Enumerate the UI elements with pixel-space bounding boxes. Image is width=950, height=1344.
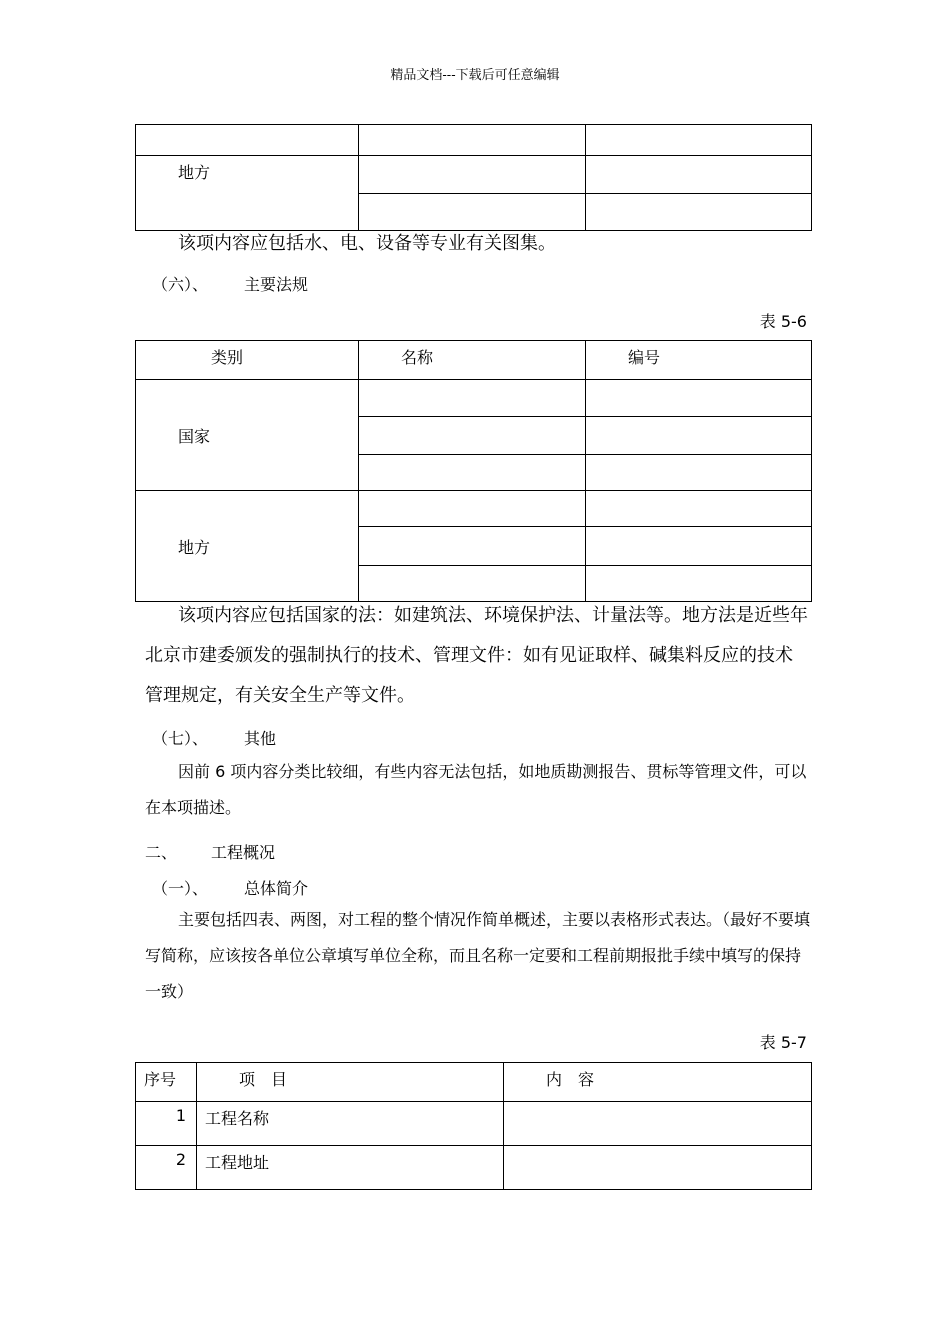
section-1-title: 总体简介 [244,879,309,898]
header-cell-no: 序号 [136,1063,197,1102]
header-cell-name: 名称 [359,341,586,380]
table-cell [586,527,812,566]
top-table-cell [136,125,359,156]
header-cell-category: 类别 [136,341,359,380]
table-cell [359,380,586,417]
section-6-number: （六）、 [152,275,209,294]
table-row [136,1102,812,1146]
group-cell-local [136,491,359,602]
table-5-6 [135,340,812,602]
paragraph-2: 该项内容应包括国家的法：如建筑法、环境保护法、计量法等。地方法是近些年北京市建委颁发的强制执行的技术、管理文件：如有见证取样、碱集料反应的技术管理规定，有关安全生产等文件。 [145,605,808,706]
group-label-local: 地方 [178,163,211,182]
top-partial-table [135,124,812,231]
group-label-national: 国家 [178,426,211,446]
section-1-number: （一）、 [152,879,209,898]
row-content-cell [504,1102,812,1146]
header-cell-number: 编号 [586,341,812,380]
top-table-cell [586,125,812,156]
row-item-cell: 工程名称 [197,1102,504,1146]
table-5-6-caption: 表 5-6 [759,312,807,331]
page-header: 精品文档---下载后可任意编辑 [390,68,560,83]
table-row [136,1146,812,1190]
table-cell [359,417,586,455]
row-content-cell [504,1146,812,1190]
top-table-cell [359,156,586,194]
part-2-number: 二、 [145,843,178,862]
part-2-title: 工程概况 [211,843,276,862]
section-7-title: 其他 [244,729,277,748]
table-cell [586,417,812,455]
paragraph-4: 主要包括四表、两图，对工程的整个情况作简单概述，主要以表格形式表达。（最好不要填写简称，应该按各单位公章填写单位全称，而且名称一定要和工程前期报批手续中填写的保持一致） [145,910,811,1001]
table-5-7 [135,1062,812,1190]
paragraph-3: 因前 6 项内容分类比较细，有些内容无法包括，如地质勘测报告、贯标等管理文件，可以在本项描述。 [145,762,807,817]
row-number-cell: 2 [136,1146,197,1190]
row-number-cell: 1 [136,1102,197,1146]
table-cell [586,455,812,491]
table-cell [586,491,812,527]
group-label-local: 地方 [178,537,211,557]
top-table-group-cell [136,156,359,231]
paragraph-1: 该项内容应包括水、电、设备等专业有关图集。 [178,233,556,254]
top-table-cell [359,125,586,156]
group-cell-national [136,380,359,491]
header-cell-item: 项 目 [197,1063,504,1102]
header-cell-content: 内 容 [504,1063,812,1102]
table-cell [359,491,586,527]
table-5-7-caption: 表 5-7 [759,1033,807,1052]
table-cell [359,455,586,491]
table-cell [359,527,586,566]
section-6-title: 主要法规 [244,275,309,294]
row-item-cell: 工程地址 [197,1146,504,1190]
top-table-cell [586,156,812,194]
table-cell [586,380,812,417]
section-7-number: （七）、 [152,729,209,748]
